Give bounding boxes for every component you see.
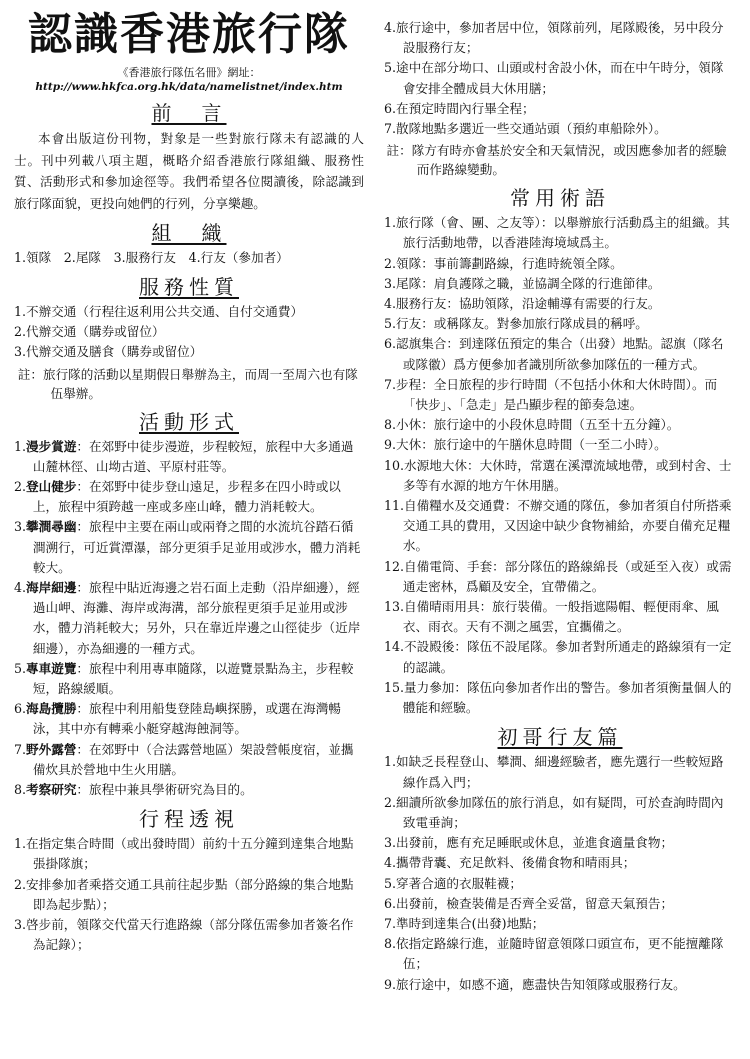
item-number: 7.	[14, 741, 27, 757]
note-label: 註：	[17, 366, 43, 382]
item-text: ：旅程中利用專車隨隊，以遊覽景點為主，步程較短，路線緩順。	[32, 660, 354, 697]
list-item: 5.穿著合適的衣服鞋襪；	[384, 875, 522, 891]
note-label: 註：	[386, 143, 412, 159]
list-item	[14, 699, 364, 739]
list-item	[14, 437, 364, 477]
item-term: 考察研究	[26, 782, 77, 798]
list-item	[14, 780, 364, 800]
item-term: 野外露營	[26, 741, 77, 757]
page-title: 認識香港旅行隊	[28, 9, 350, 60]
item-text: ：旅程中兼具學術研究為目的。	[76, 782, 253, 798]
left-column	[14, 0, 364, 955]
list-item: 8.依指定路線行進，並隨時留意領隊口頭宣布，更不能擅離隊伍；	[384, 936, 724, 972]
item-term: 攀澗尋幽	[26, 519, 77, 535]
list-item: 15.量力參加：隊伍向參加者作出的警告。參加者須衡量個人的體能和經驗。	[384, 679, 732, 716]
list-item: 8.小休：旅行途中的小段休息時間（五至十五分鐘）。	[384, 417, 680, 433]
item-term: 海岸細邊	[26, 580, 77, 596]
preface-body: 本會出版這份刊物，對象是一些對旅行隊未有認識的人士。刊中列載八項主題，概略介紹香港旅行隊組織、服務性質、活動形式和參加途徑等。我們希望各位閱讀後，除認識到旅行隊面貌，更投向她們的行列，分享樂趣。	[14, 131, 364, 211]
list-item	[14, 659, 364, 699]
list-item: 7.準時到達集合(出發)地點；	[384, 915, 545, 931]
item-text: ：在郊野中（合法露營地區）架設營帳度宿，並攜備炊具於營地中生火用膳。	[32, 741, 354, 777]
list-item: 11.自備糧水及交通費：不辦交通的隊伍，參加者須自付所搭乘交通工具的費用，又因途中缺少食物補給，亦要自備充足糧水。	[384, 498, 732, 554]
list-item: 1.在指定集合時間（或出發時間）前約十五分鐘到達集合地點張掛隊旗；	[14, 836, 354, 872]
list-item: 2.代辦交通（購券或留位）	[14, 324, 165, 340]
item-text: ：在郊野中徒步登山遠足，步程多在四小時或以上，旅程中須跨越一座或多座山峰，體力消耗較大。	[32, 479, 341, 515]
list-item: 1.不辦交通（行程往返利用公共交通、自付交通費）	[14, 304, 304, 319]
right-column	[384, 0, 736, 995]
list-item: 14.不設殿後：隊伍不設尾隊。參加者對所通走的路線須有一定的認識。	[384, 639, 732, 675]
beginners-list	[384, 752, 736, 994]
organization-items: 1.領隊 2.尾隊 3.服務行友 4.行友（參加者）	[14, 250, 289, 265]
itinerary-note	[384, 141, 736, 179]
list-item: 5.途中在部分坳口、山頭或村舍設小休，而在中午時分，領隊會安排全體成員大休用膳；	[384, 60, 724, 96]
item-term: 漫步賞遊	[26, 438, 77, 454]
terms-heading: 常用術語	[510, 186, 610, 211]
itinerary-list-left	[14, 834, 364, 955]
item-text: ：旅程中利用船隻登陸島嶼探勝，或選在海灣暢泳，其中亦有轉乘小艇穿越海蝕洞等。	[32, 701, 341, 737]
item-term: 專車遊覽	[26, 660, 77, 676]
list-item: 7.步程：全日旅程的步行時間（不包括小休和大休時間）。而「快步」、「急走」是凸顯步程的節奏急速。	[384, 376, 718, 413]
list-item: 5.行友：或稱隊友。對參加旅行隊成員的稱呼。	[384, 316, 648, 332]
list-item: 3.尾隊：肩負護隊之職，並協調全隊的行進節律。	[384, 275, 661, 291]
list-item	[14, 578, 364, 659]
list-item: 3.啓步前，領隊交代當天行進路線（部分隊伍需參加者簽名作為記錄）；	[14, 917, 354, 953]
item-text: ：旅程中主要在兩山或兩脊之間的水流坑谷踏石循澗溯行，可近賞潭瀑，部分更須手足並用或涉水，體力消耗較大。	[32, 519, 361, 575]
list-item: 4.攜帶背囊、充足飲料、後備食物和晴雨具；	[384, 855, 636, 871]
list-item: 6.在預定時間內行畢全程；	[384, 100, 535, 116]
list-item: 1.如缺乏長程登山、攀澗、細邊經驗者，應先選行一些較短路線作爲入門；	[384, 754, 724, 790]
website-url[interactable]: http://www.hkfca.org.hk/data/namelistnet/index.htm	[35, 81, 343, 93]
terms-list	[384, 213, 736, 718]
list-item: 2.細讀所欲參加隊伍的旅行消息，如有疑問，可於查詢時間內致電垂詢；	[384, 794, 724, 830]
list-item: 4.服務行友：協助領隊，沿途輔導有需要的行友。	[384, 296, 661, 312]
list-item: 7.散隊地點多選近一些交通站頭（預約車船除外）。	[384, 121, 667, 137]
service-note	[14, 365, 364, 403]
service-list	[14, 302, 364, 363]
list-item: 3.代辦交通及膳食（購券或留位）	[14, 344, 203, 360]
list-item	[14, 477, 364, 517]
list-item: 9.旅行途中，如感不適，應盡快告知領隊或服務行友。	[384, 976, 686, 992]
itinerary-list-right	[384, 18, 736, 139]
service-heading: 服務性質	[139, 275, 239, 299]
list-item: 13.自備晴雨用具：旅行裝備。一般指遮陽帽、輕便雨傘、風衣、雨衣。天有不測之風雲，宜攜備之。	[384, 599, 719, 635]
item-number: 4.	[14, 580, 27, 596]
website-caption: 《香港旅行隊伍名冊》網址：	[117, 66, 261, 79]
list-item: 4.旅行途中，參加者居中位，領隊前列，尾隊殿後，另中段分設服務行友；	[384, 20, 724, 56]
note-text: 隊方有時亦會基於安全和天氣情況，或因應參加者的經驗而作路線變動。	[411, 143, 727, 178]
item-number: 6.	[14, 701, 27, 717]
organization-heading: 組 織	[151, 221, 227, 245]
item-number: 2.	[14, 479, 27, 495]
item-text: ：在郊野中徒步漫遊，步程較短，旅程中大多通過山麓林徑、山坳古道、平原村莊等。	[32, 438, 354, 474]
item-number: 5.	[14, 660, 27, 676]
item-term: 登山健步	[26, 479, 77, 495]
list-item: 3.出發前，應有充足睡眠或休息，並進食適量食物；	[384, 835, 674, 851]
itinerary-heading: 行程透視	[139, 807, 239, 832]
list-item: 9.大休：旅行途中的午膳休息時間（一至二小時）。	[384, 437, 667, 453]
activities-list	[14, 437, 364, 801]
note-text: 旅行隊的活動以星期假日舉辦為主，而周一至周六也有隊伍舉辦。	[42, 366, 358, 401]
activities-heading: 活動形式	[139, 409, 239, 434]
item-text: ：旅程中貼近海邊之岩石面上走動（沿岸細邊），經過山岬、海灘、海岸或海溝，部分旅程更須手足並用或涉水，體力消耗較大；另外，只在靠近岸邊之山徑徒步（近岸細邊），亦為細邊的一種方式。	[32, 580, 361, 656]
beginners-heading: 初哥行友篇	[497, 725, 623, 750]
list-item: 1.旅行隊（會、團、之友等）：以舉辦旅行活動爲主的組織。其旅行活動地帶，以香港陸海境域爲主。	[384, 215, 730, 251]
list-item: 12.自備電筒、手套：部分隊伍的路線綿長（或延至入夜）或需通走密林，爲顧及安全，宜帶備之。	[384, 558, 732, 594]
item-number: 3.	[14, 519, 27, 535]
item-number: 8.	[14, 782, 27, 798]
preface-heading: 前 言	[151, 101, 227, 125]
item-term: 海島攬勝	[26, 701, 77, 717]
list-item: 10.水源地大休：大休時，常選在溪潭流域地帶，或到村舍、士多等有水源的地方午休用膳。	[384, 457, 732, 493]
list-item: 2.安排參加者乘搭交通工具前往起步點（部分路線的集合地點即為起步點）；	[14, 876, 354, 912]
list-item	[14, 517, 364, 578]
list-item: 6.認旗集合：到達隊伍預定的集合（出發）地點。認旗（隊名或隊徽）爲方便參加者識別所欲參加隊伍的一種方式。	[384, 336, 724, 372]
item-number: 1.	[14, 438, 27, 454]
list-item	[14, 740, 364, 780]
list-item: 2.領隊：事前籌劃路線，行進時統領全隊。	[384, 255, 623, 271]
list-item: 6.出發前，檢查裝備是否齊全妥當，留意天氣預告；	[384, 895, 674, 911]
